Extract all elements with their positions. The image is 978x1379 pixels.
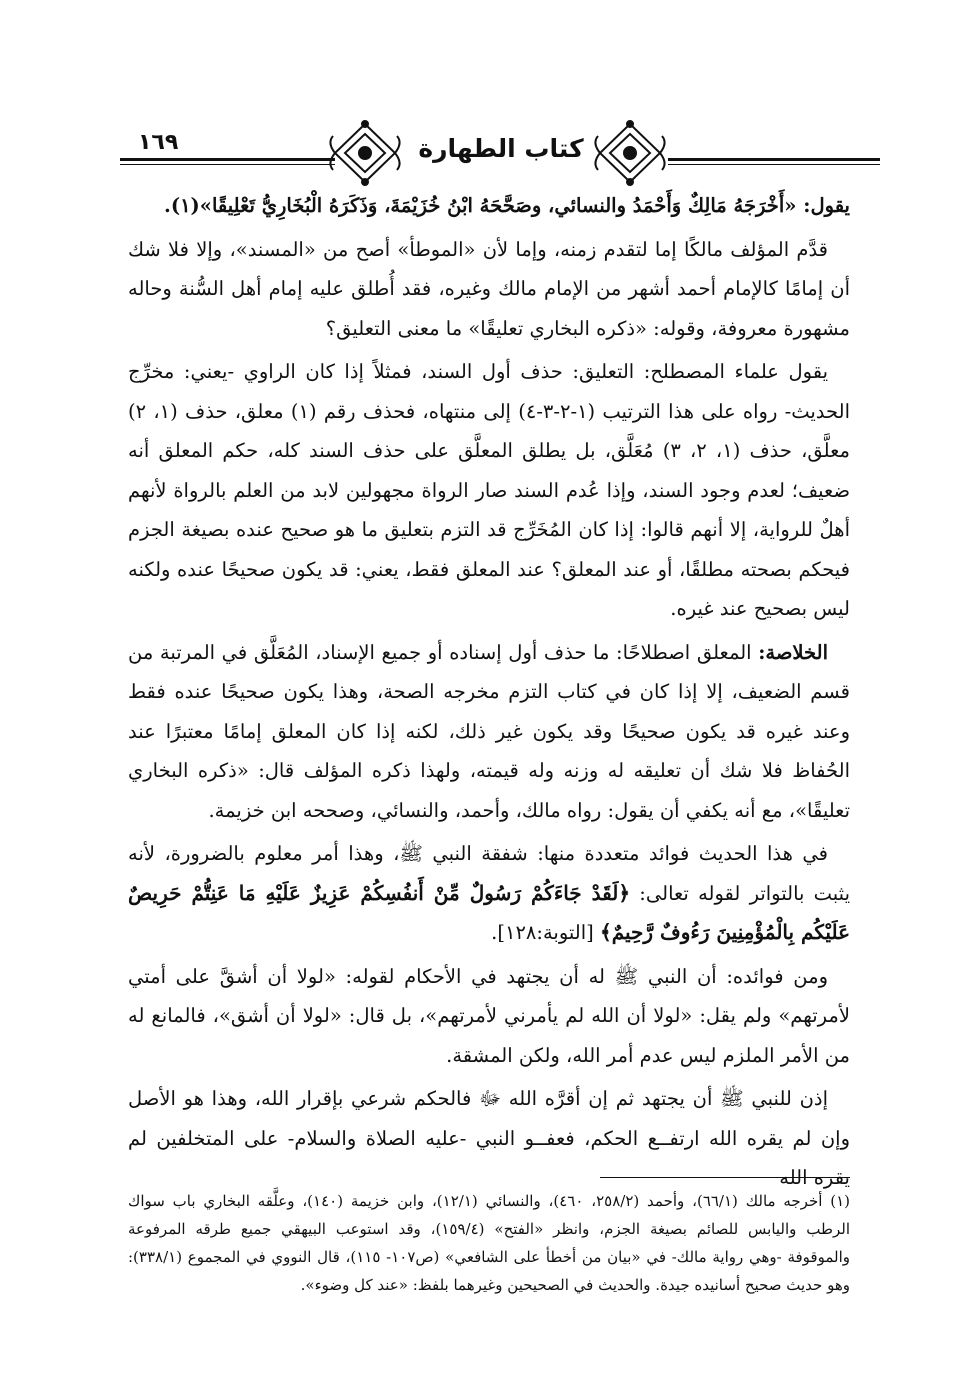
footnote: (١) أخرجه مالك (٦٦/١)، وأحمد (٢٥٨/٢، ٤٦٠)، والنسائي (١٢/١)، وابن خزيمة (١٤٠)، وعلَّقه البخاري باب سواك الرطب واليابس للصائم بصيغة الجزم، وانظر «الفتح» (١٥٩/٤)، وقد استوعب البيهقي جميع طرقه المرفوعة والموقوفة -وهي رواية مالك- في «بيان من أخطأ على الشافعي» (ص١٠٧- ١١٥)، قال النووي في المجموع (٣٣٨/١): وهو حديث صحيح أسانيده جيدة. والحديث في الصحيحين وغيرهما بلفظ: «عند كل وضوء». — [128, 1192, 851, 1294]
paragraph: يقول علماء المصطلح: التعليق: حذف أول السند، فمثلاً إذا كان الراوي -يعني: مخرِّج الحديث- رواه على هذا الترتيب (١-٢-٣-٤) إلى منتهاه، فحذف رقم (١) معلق، حذف (١، ٢) معلَّق، حذف (١، ٢، ٣) مُعَلَّق، بل يطلق المعلَّق على حذف السند كله، حكم المعلق أنه ضعيف؛ لعدم وجود السند، وإذا عُدم السند صار الرواة مجهولين لابد من العلم بالرواة لأنهم أهلٌ للرواية، إلا أنهم قالوا: إذا كان المُخَرِّج قد التزم بتعليق ما هو صحيح عنده بصيغة الجزم فيحكم بصحته مطلقًا، أو عند المعلق؟ عند المعلق فقط، يعني: قد يكون صحيحًا عنده ولكنه ليس بصحيح عند غيره. — [128, 360, 850, 620]
footnotes — [128, 1187, 850, 1299]
footnote-separator — [600, 1177, 850, 1178]
summary-heading: الخلاصة: — [758, 640, 828, 664]
paragraph: يقول: «أَخْرَجَهُ مَالِكٌ وَأَحْمَدُ والنسائي، وصَحَّحَهُ ابْنُ خُزَيْمَةَ، وَذَكَرَهُ الْبُخَارِيُّ تَعْلِيقًا»(١). — [164, 194, 850, 217]
paragraph: ومن فوائده: أن النبي ﷺ له أن يجتهد في الأحكام لقوله: «لولا أن أشقَّ على أمتي لأمرتهم» ولم يقل: «لولا أن الله لم يأمرني لأمرتهم»، بل قال: «لولا أن أشق»، فالمانع له من الأمر الملزم ليس عدم أمر الله، ولكن المشقة. — [128, 964, 850, 1067]
verse-reference: [التوبة:١٢٨]. — [491, 921, 600, 944]
page-header — [120, 118, 880, 188]
main-text — [128, 186, 850, 1202]
header-rule — [120, 164, 335, 165]
ornament-icon — [590, 118, 670, 188]
header-rule — [668, 164, 880, 165]
paragraph-text: المعلق اصطلاحًا: ما حذف أول إسناده أو جميع الإسناد، المُعَلَّق في المرتبة من قسم الضعيف، إلا إذا كان في كتاب التزم مخرجه الصحة، وهذا يكون صحيحًا عنده فقط وعند غيره قد يكون صحيحًا وقد يكون غير ذلك، لكنه إذا كان المعلق إمامًا معتبرًا عند الحُفاظ فلا شك أن تعليقه له وزنه وله قيمته، ولهذا ذكره المؤلف قال: «ذكره البخاري تعليقًا»، مع أنه يكفي أن يقول: رواه مالك، وأحمد، والنسائي، وصححه ابن خزيمة. — [128, 640, 850, 822]
paragraph — [128, 633, 850, 831]
paragraph — [128, 834, 850, 953]
paragraph: قدَّم المؤلف مالكًا إما لتقدم زمنه، وإما لأن «الموطأ» أصح من «المسند»، وإلا فلا شك أن إمامًا كالإمام أحمد أشهر من الإمام مالك وغيره، فقد أُطلق عليه إمام أهل السُّنة وحاله مشهورة معروفة، وقوله: «ذكره البخاري تعليقًا» ما معنى التعليق؟ — [128, 237, 850, 340]
paragraph-text: في هذا الحديث فوائد متعددة منها: شفقة النبي ﷺ، وهذا أمر معلوم بالضرورة، لأنه يثبت بالتواتر لقوله تعالى: — [128, 842, 850, 905]
quran-verse: ﴿لَقَدْ جَاءَكُمْ رَسُولٌ مِّنْ أَنفُسِكُمْ عَزِيزٌ عَلَيْهِ مَا عَنِتُّمْ حَرِيصٌ عَلَيْكُم بِالْمُؤْمِنِينَ رَءُوفٌ رَّحِيمٌ﴾ — [128, 880, 850, 944]
paragraph: إذن للنبي ﷺ أن يجتهد ثم إن أقرَّه الله ﷻ فالحكم شرعي بإقرار الله، وهذا هو الأصل وإن لم يقره الله ارتفــع الحكم، فعفــو النبي -عليه الصلاة والسلام- على المتخلفين لم يقره الله — [128, 1087, 850, 1189]
ornament-icon — [325, 118, 405, 188]
header-rule — [668, 158, 880, 161]
page-number: ١٦٩ — [138, 130, 179, 155]
header-rule — [120, 158, 335, 161]
running-title: كتاب الطهارة — [418, 134, 584, 163]
